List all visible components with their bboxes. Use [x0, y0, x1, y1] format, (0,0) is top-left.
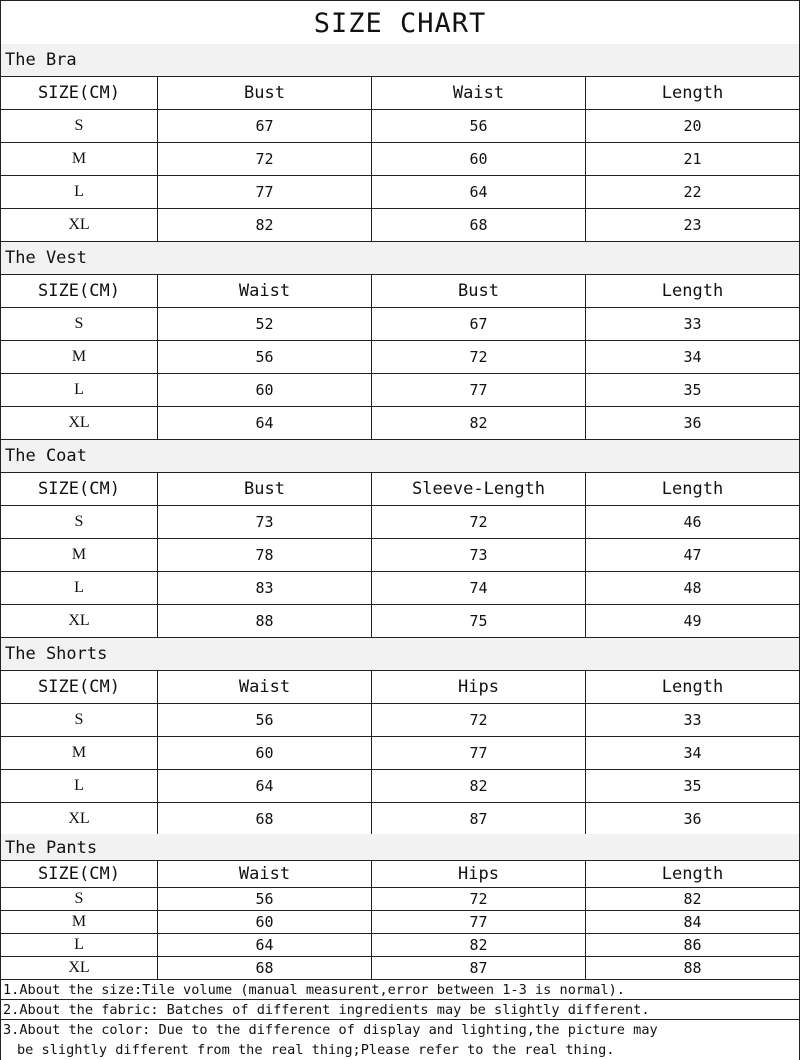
size-cell: M: [1, 539, 158, 572]
value-cell: 77: [372, 737, 586, 770]
size-table: [0, 670, 800, 836]
header-cell: Length: [586, 77, 800, 110]
header-cell: Length: [586, 671, 800, 704]
note-size: 1.About the size:Tile volume (manual measurent,error between 1-3 is normal).: [0, 980, 800, 1000]
table-row: [1, 803, 800, 836]
header-cell: SIZE(CM): [1, 275, 158, 308]
value-cell: 82: [372, 770, 586, 803]
table-row: [1, 374, 800, 407]
size-cell: S: [1, 704, 158, 737]
notes: [0, 980, 800, 1060]
value-cell: 60: [158, 911, 372, 934]
table-header-row: [1, 275, 800, 308]
value-cell: 64: [158, 407, 372, 440]
value-cell: 82: [372, 934, 586, 957]
value-cell: 56: [158, 341, 372, 374]
value-cell: 74: [372, 572, 586, 605]
size-cell: S: [1, 110, 158, 143]
table-row: [1, 308, 800, 341]
value-cell: 56: [372, 110, 586, 143]
value-cell: 68: [158, 803, 372, 836]
value-cell: 88: [158, 605, 372, 638]
value-cell: 87: [372, 803, 586, 836]
section-vest: [0, 242, 800, 440]
value-cell: 52: [158, 308, 372, 341]
table-row: [1, 737, 800, 770]
size-cell: S: [1, 308, 158, 341]
header-cell: SIZE(CM): [1, 473, 158, 506]
value-cell: 49: [586, 605, 800, 638]
size-cell: XL: [1, 605, 158, 638]
value-cell: 87: [372, 957, 586, 980]
value-cell: 36: [586, 407, 800, 440]
value-cell: 60: [158, 737, 372, 770]
header-cell: Length: [586, 861, 800, 888]
value-cell: 82: [586, 888, 800, 911]
section-shorts: [0, 638, 800, 836]
value-cell: 47: [586, 539, 800, 572]
size-cell: M: [1, 737, 158, 770]
section-label: The Shorts: [0, 638, 800, 670]
value-cell: 84: [586, 911, 800, 934]
note-fabric: 2.About the fabric: Batches of different ingredients may be slightly different.: [0, 1000, 800, 1020]
value-cell: 60: [372, 143, 586, 176]
size-cell: XL: [1, 957, 158, 980]
value-cell: 73: [372, 539, 586, 572]
note-color-line2: be slightly different from the real thing;Please refer to the real thing.: [17, 1042, 615, 1058]
value-cell: 23: [586, 209, 800, 242]
header-cell: Hips: [372, 671, 586, 704]
value-cell: 46: [586, 506, 800, 539]
table-row: [1, 209, 800, 242]
header-cell: Bust: [158, 77, 372, 110]
size-cell: L: [1, 374, 158, 407]
table-row: [1, 888, 800, 911]
value-cell: 77: [372, 374, 586, 407]
value-cell: 72: [158, 143, 372, 176]
section-label: The Coat: [0, 440, 800, 472]
value-cell: 78: [158, 539, 372, 572]
size-cell: XL: [1, 407, 158, 440]
size-cell: S: [1, 506, 158, 539]
value-cell: 88: [586, 957, 800, 980]
value-cell: 67: [158, 110, 372, 143]
value-cell: 72: [372, 506, 586, 539]
value-cell: 21: [586, 143, 800, 176]
size-table: [0, 76, 800, 242]
table-header-row: [1, 473, 800, 506]
table-row: [1, 934, 800, 957]
table-row: [1, 176, 800, 209]
header-cell: Sleeve-Length: [372, 473, 586, 506]
size-cell: S: [1, 888, 158, 911]
value-cell: 36: [586, 803, 800, 836]
value-cell: 34: [586, 737, 800, 770]
value-cell: 67: [372, 308, 586, 341]
value-cell: 33: [586, 308, 800, 341]
table-row: [1, 539, 800, 572]
value-cell: 64: [372, 176, 586, 209]
size-cell: M: [1, 911, 158, 934]
value-cell: 86: [586, 934, 800, 957]
size-table: [0, 860, 800, 980]
size-cell: L: [1, 572, 158, 605]
value-cell: 64: [158, 934, 372, 957]
section-pants: [0, 834, 800, 980]
note-color: [0, 1020, 800, 1060]
size-table: [0, 274, 800, 440]
value-cell: 56: [158, 704, 372, 737]
header-cell: Length: [586, 473, 800, 506]
value-cell: 68: [372, 209, 586, 242]
size-cell: M: [1, 341, 158, 374]
value-cell: 33: [586, 704, 800, 737]
table-row: [1, 341, 800, 374]
table-row: [1, 957, 800, 980]
table-row: [1, 770, 800, 803]
header-cell: Hips: [372, 861, 586, 888]
size-cell: L: [1, 934, 158, 957]
value-cell: 48: [586, 572, 800, 605]
value-cell: 22: [586, 176, 800, 209]
header-cell: Bust: [158, 473, 372, 506]
table-row: [1, 605, 800, 638]
value-cell: 34: [586, 341, 800, 374]
header-cell: Waist: [158, 671, 372, 704]
size-cell: L: [1, 176, 158, 209]
value-cell: 72: [372, 704, 586, 737]
table-header-row: [1, 77, 800, 110]
value-cell: 68: [158, 957, 372, 980]
table-header-row: [1, 671, 800, 704]
header-cell: SIZE(CM): [1, 861, 158, 888]
header-cell: Waist: [158, 861, 372, 888]
value-cell: 20: [586, 110, 800, 143]
value-cell: 35: [586, 770, 800, 803]
value-cell: 60: [158, 374, 372, 407]
value-cell: 82: [158, 209, 372, 242]
value-cell: 72: [372, 888, 586, 911]
section-label: The Bra: [0, 44, 800, 76]
value-cell: 83: [158, 572, 372, 605]
size-cell: M: [1, 143, 158, 176]
header-cell: Waist: [158, 275, 372, 308]
table-row: [1, 704, 800, 737]
header-cell: Bust: [372, 275, 586, 308]
value-cell: 56: [158, 888, 372, 911]
value-cell: 35: [586, 374, 800, 407]
value-cell: 72: [372, 341, 586, 374]
chart-title: SIZE CHART: [0, 0, 800, 45]
section-label: The Vest: [0, 242, 800, 274]
table-row: [1, 110, 800, 143]
value-cell: 82: [372, 407, 586, 440]
table-row: [1, 407, 800, 440]
table-row: [1, 143, 800, 176]
size-cell: L: [1, 770, 158, 803]
value-cell: 73: [158, 506, 372, 539]
value-cell: 64: [158, 770, 372, 803]
note-color-line1: 3.About the color: Due to the difference of display and lighting,the picture may: [3, 1022, 658, 1038]
table-header-row: [1, 861, 800, 888]
section-label: The Pants: [0, 834, 800, 860]
header-cell: SIZE(CM): [1, 671, 158, 704]
header-cell: Length: [586, 275, 800, 308]
section-bra: [0, 44, 800, 242]
table-row: [1, 506, 800, 539]
value-cell: 75: [372, 605, 586, 638]
table-row: [1, 911, 800, 934]
table-row: [1, 572, 800, 605]
value-cell: 77: [158, 176, 372, 209]
section-coat: [0, 440, 800, 638]
size-cell: XL: [1, 209, 158, 242]
size-table: [0, 472, 800, 638]
size-cell: XL: [1, 803, 158, 836]
value-cell: 77: [372, 911, 586, 934]
header-cell: Waist: [372, 77, 586, 110]
header-cell: SIZE(CM): [1, 77, 158, 110]
